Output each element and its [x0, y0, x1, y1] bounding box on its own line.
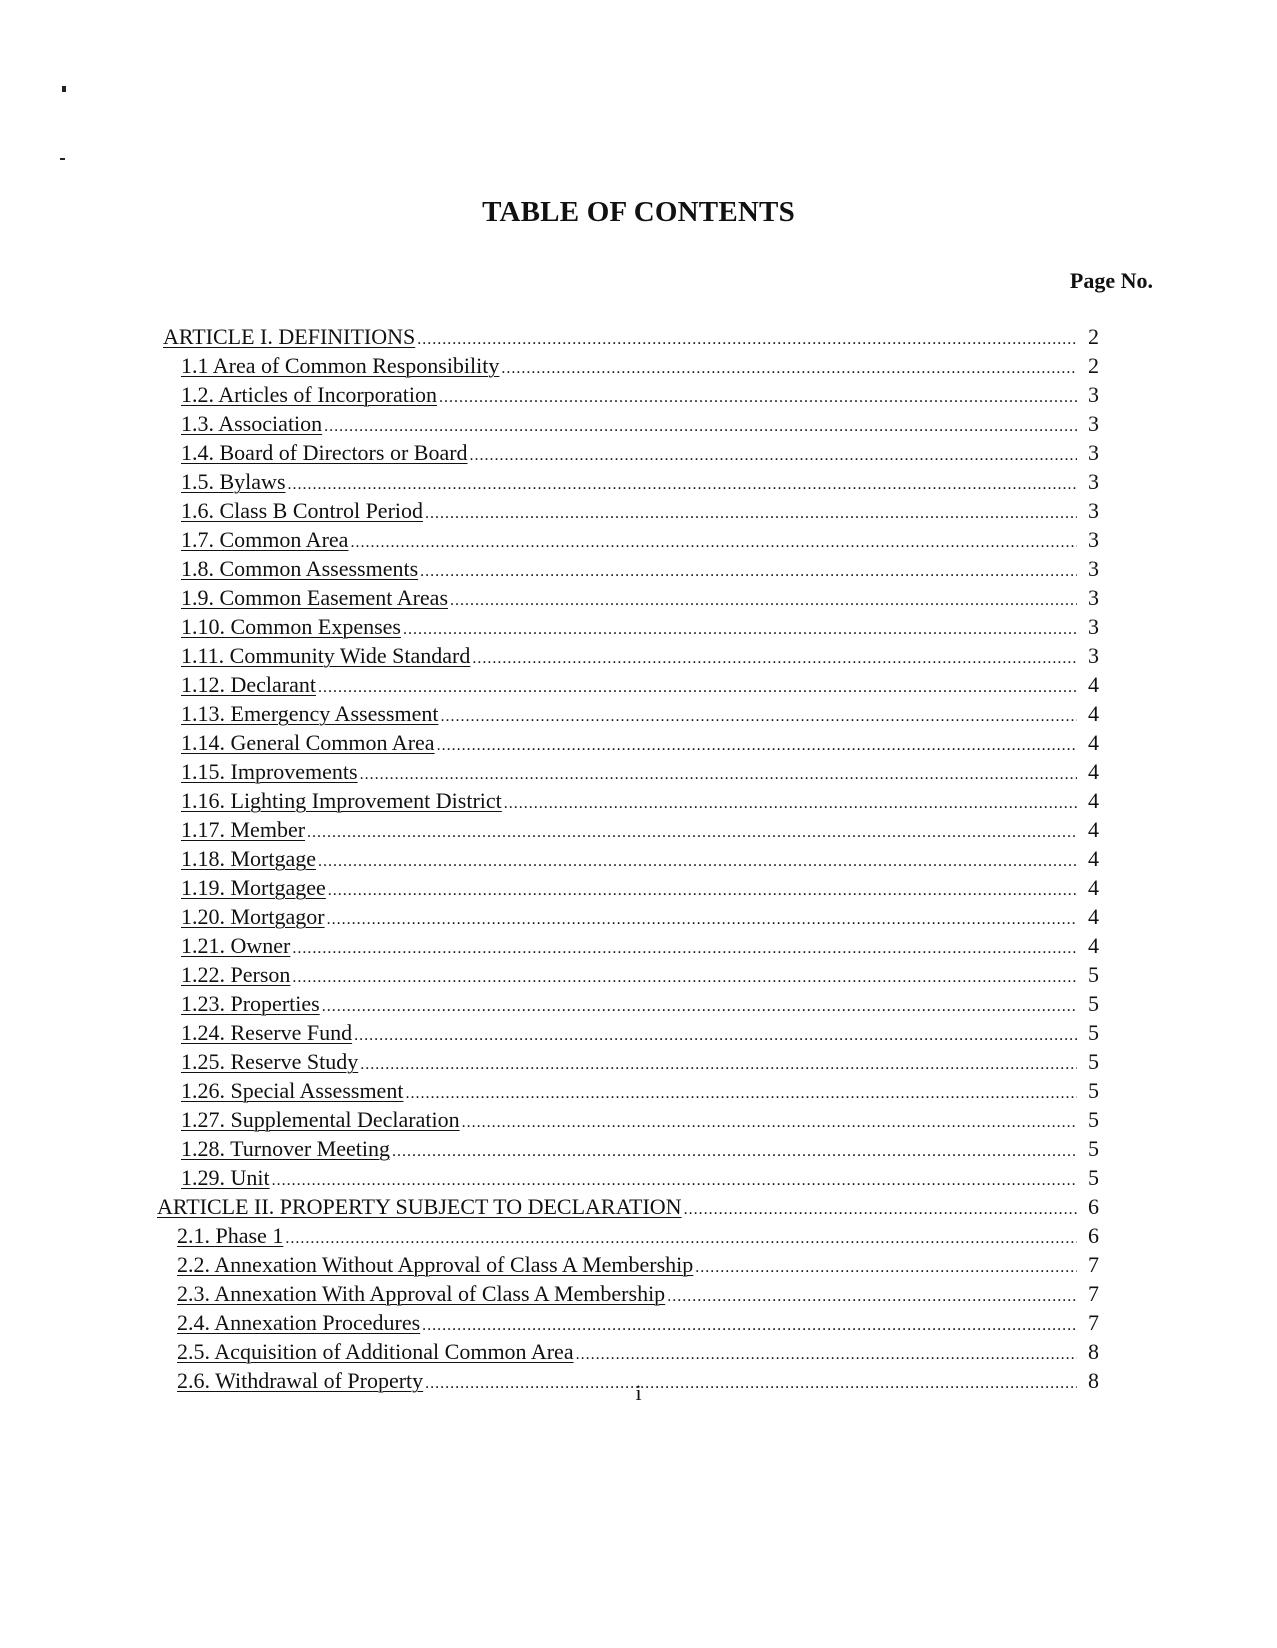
dot-leader	[318, 673, 1077, 702]
toc-entry-label[interactable]: ARTICLE I. DEFINITIONS	[163, 324, 416, 349]
dot-leader	[462, 1108, 1077, 1137]
dot-leader	[360, 760, 1077, 789]
dot-leader	[307, 818, 1077, 847]
toc-entry-page-number: 4	[1088, 846, 1099, 871]
dot-leader	[470, 441, 1077, 470]
toc-section-entry[interactable]	[155, 496, 1099, 525]
toc-entry-page-number: 4	[1088, 788, 1099, 813]
toc-entry-label[interactable]: 2.6. Withdrawal of Property	[177, 1368, 424, 1393]
toc-entry-page-number: 4	[1088, 730, 1099, 755]
toc-entry-page-number: 3	[1088, 498, 1099, 523]
toc-entry-label[interactable]: 1.16. Lighting Improvement District	[181, 788, 502, 813]
dot-leader	[417, 325, 1077, 354]
toc-entry-label[interactable]: 1.18. Mortgage	[181, 846, 317, 871]
toc-entry-label[interactable]: ARTICLE II. PROPERTY SUBJECT TO DECLARATION	[157, 1194, 682, 1219]
dot-leader	[684, 1195, 1077, 1224]
toc-entry-page-number: 3	[1088, 469, 1099, 494]
toc-entry-label[interactable]: 1.5. Bylaws	[181, 469, 286, 494]
toc-entry-page-number: 5	[1088, 1165, 1099, 1190]
dot-leader	[327, 905, 1077, 934]
toc-entry-label[interactable]: 1.24. Reserve Fund	[181, 1020, 353, 1045]
toc-section-entry[interactable]	[155, 873, 1099, 902]
toc-section-entry[interactable]	[155, 960, 1099, 989]
toc-entry-label[interactable]: 1.17. Member	[181, 817, 306, 842]
toc-entry-page-number: 4	[1088, 672, 1099, 697]
dot-leader	[472, 644, 1077, 673]
toc-section-entry[interactable]	[155, 525, 1099, 554]
toc-section-entry[interactable]	[155, 670, 1099, 699]
toc-section-entry[interactable]	[155, 583, 1099, 612]
scan-speck	[60, 158, 65, 160]
toc-entry-label[interactable]: 1.29. Unit	[181, 1165, 270, 1190]
toc-entry-page-number: 5	[1088, 1136, 1099, 1161]
toc-article-entry[interactable]	[155, 322, 1099, 351]
toc-entry-page-number: 5	[1088, 1078, 1099, 1103]
footer-page-number: i	[635, 1380, 642, 1405]
toc-entry-page-number: 4	[1088, 759, 1099, 784]
toc-section-entry[interactable]	[155, 815, 1099, 844]
toc-entry-page-number: 4	[1088, 701, 1099, 726]
toc-entry-label[interactable]: 2.5. Acquisition of Additional Common Area	[177, 1339, 574, 1364]
toc-section-entry[interactable]	[155, 1279, 1099, 1308]
toc-entry-label[interactable]: 1.21. Owner	[181, 933, 291, 958]
toc-section-entry[interactable]	[155, 1047, 1099, 1076]
toc-entry-label[interactable]: 2.4. Annexation Procedures	[177, 1310, 421, 1335]
toc-entry-page-number: 3	[1088, 527, 1099, 552]
toc-entry-label[interactable]: 2.2. Annexation Without Approval of Class A Membership	[177, 1252, 694, 1277]
toc-article-entry[interactable]	[155, 1192, 1099, 1221]
toc-section-entry[interactable]	[155, 554, 1099, 583]
toc-section-entry[interactable]	[155, 1221, 1099, 1250]
toc-entry-page-number: 3	[1088, 556, 1099, 581]
toc-entry-page-number: 3	[1088, 643, 1099, 668]
toc-section-entry[interactable]	[155, 380, 1099, 409]
dot-leader	[439, 383, 1077, 412]
toc-section-entry[interactable]	[155, 409, 1099, 438]
dot-leader	[576, 1340, 1077, 1369]
toc-entry-label[interactable]: 1.13. Emergency Assessment	[181, 701, 439, 726]
dot-leader	[501, 354, 1077, 383]
toc-section-entry[interactable]	[155, 989, 1099, 1018]
dot-leader	[318, 847, 1077, 876]
toc-section-entry[interactable]	[155, 699, 1099, 728]
dot-leader	[360, 1050, 1077, 1079]
dot-leader	[695, 1253, 1077, 1282]
dot-leader	[322, 992, 1077, 1021]
dot-leader	[403, 615, 1077, 644]
page-title: TABLE OF CONTENTS	[482, 196, 795, 228]
toc-entry-page-number: 5	[1088, 1107, 1099, 1132]
dot-leader	[422, 1311, 1077, 1340]
toc-entry-label[interactable]: 1.22. Person	[181, 962, 291, 987]
toc-section-entry[interactable]	[155, 351, 1099, 380]
toc-section-entry[interactable]	[155, 612, 1099, 641]
dot-leader	[420, 557, 1077, 586]
toc-entry-page-number: 3	[1088, 382, 1099, 407]
toc-entry-label[interactable]: 1.28. Turnover Meeting	[181, 1136, 390, 1161]
toc-entry-label[interactable]: 1.9. Common Easement Areas	[181, 585, 449, 610]
toc-section-entry[interactable]	[155, 902, 1099, 931]
toc-section-entry[interactable]	[155, 1337, 1099, 1366]
toc-entry-label[interactable]: 1.4. Board of Directors or Board	[181, 440, 468, 465]
dot-leader	[437, 731, 1077, 760]
toc-entry-page-number: 3	[1088, 585, 1099, 610]
toc-entry-page-number: 3	[1088, 614, 1099, 639]
toc-entry-label[interactable]: 1.14. General Common Area	[181, 730, 435, 755]
dot-leader	[667, 1282, 1077, 1311]
toc-entry-page-number: 4	[1088, 933, 1099, 958]
toc-entry-label[interactable]: 1.7. Common Area	[181, 527, 349, 552]
toc-entry-page-number: 6	[1088, 1223, 1099, 1248]
toc-entry-page-number: 7	[1088, 1310, 1099, 1335]
toc-entry-page-number: 6	[1088, 1194, 1099, 1219]
toc-entry-label[interactable]: 1.2. Articles of Incorporation	[181, 382, 437, 407]
toc-entry-label[interactable]: 1.25. Reserve Study	[181, 1049, 359, 1074]
dot-leader	[292, 934, 1077, 963]
toc-entry-label[interactable]: 1.8. Common Assessments	[181, 556, 419, 581]
toc-entry-page-number: 7	[1088, 1252, 1099, 1277]
toc-section-entry[interactable]	[155, 1134, 1099, 1163]
toc-section-entry[interactable]	[155, 844, 1099, 873]
table-of-contents	[155, 322, 1099, 1395]
dot-leader	[450, 586, 1077, 615]
dot-leader	[392, 1137, 1077, 1166]
toc-entry-page-number: 5	[1088, 962, 1099, 987]
page-no-column-header: Page No.	[1069, 268, 1153, 293]
toc-entry-page-number: 5	[1088, 1049, 1099, 1074]
dot-leader	[504, 789, 1077, 818]
toc-entry-page-number: 4	[1088, 817, 1099, 842]
toc-entry-label[interactable]: 1.26. Special Assessment	[181, 1078, 404, 1103]
dot-leader	[292, 963, 1077, 992]
toc-section-entry[interactable]	[155, 1018, 1099, 1047]
dot-leader	[440, 702, 1077, 731]
toc-section-entry[interactable]	[155, 786, 1099, 815]
dot-leader	[350, 528, 1077, 557]
toc-entry-page-number: 4	[1088, 875, 1099, 900]
toc-entry-page-number: 8	[1088, 1368, 1099, 1393]
toc-entry-page-number: 7	[1088, 1281, 1099, 1306]
toc-entry-label[interactable]: 1.20. Mortgagor	[181, 904, 325, 929]
dot-leader	[405, 1079, 1077, 1108]
toc-section-entry[interactable]	[155, 641, 1099, 670]
toc-entry-page-number: 5	[1088, 991, 1099, 1016]
toc-entry-page-number: 3	[1088, 440, 1099, 465]
toc-entry-label[interactable]: 1.23. Properties	[181, 991, 320, 1016]
dot-leader	[272, 1166, 1077, 1195]
toc-section-entry[interactable]	[155, 1076, 1099, 1105]
dot-leader	[324, 412, 1077, 441]
scan-speck	[62, 86, 66, 92]
toc-entry-label[interactable]: 1.6. Class B Control Period	[181, 498, 424, 523]
toc-entry-label[interactable]: 1.27. Supplemental Declaration	[181, 1107, 460, 1132]
toc-entry-label[interactable]: 1.10. Common Expenses	[181, 614, 401, 639]
toc-entry-page-number: 2	[1088, 353, 1099, 378]
toc-entry-page-number: 5	[1088, 1020, 1099, 1045]
toc-section-entry[interactable]	[155, 438, 1099, 467]
toc-section-entry[interactable]	[155, 1308, 1099, 1337]
dot-leader	[288, 470, 1078, 499]
toc-entry-label[interactable]: 1.15. Improvements	[181, 759, 358, 784]
toc-section-entry[interactable]	[155, 931, 1099, 960]
toc-entry-label[interactable]: 1.3. Association	[181, 411, 323, 436]
toc-entry-label[interactable]: 2.1. Phase 1	[177, 1223, 284, 1248]
toc-section-entry[interactable]	[155, 757, 1099, 786]
toc-entry-page-number: 2	[1088, 324, 1099, 349]
toc-section-entry[interactable]	[155, 728, 1099, 757]
toc-entry-label[interactable]: 1.11. Community Wide Standard	[181, 643, 471, 668]
toc-entry-page-number: 8	[1088, 1339, 1099, 1364]
dot-leader	[425, 499, 1077, 528]
toc-entry-page-number: 4	[1088, 904, 1099, 929]
toc-entry-label[interactable]: 1.12. Declarant	[181, 672, 316, 697]
toc-section-entry[interactable]	[155, 467, 1099, 496]
toc-entry-label[interactable]: 2.3. Annexation With Approval of Class A Membership	[177, 1281, 666, 1306]
dot-leader	[285, 1224, 1077, 1253]
toc-entry-label[interactable]: 1.19. Mortgagee	[181, 875, 326, 900]
dot-leader	[354, 1021, 1077, 1050]
toc-entry-label[interactable]: 1.1 Area of Common Responsibility	[181, 353, 500, 378]
dot-leader	[328, 876, 1077, 905]
toc-section-entry[interactable]	[155, 1105, 1099, 1134]
toc-entry-page-number: 3	[1088, 411, 1099, 436]
toc-section-entry[interactable]	[155, 1163, 1099, 1192]
toc-section-entry[interactable]	[155, 1250, 1099, 1279]
